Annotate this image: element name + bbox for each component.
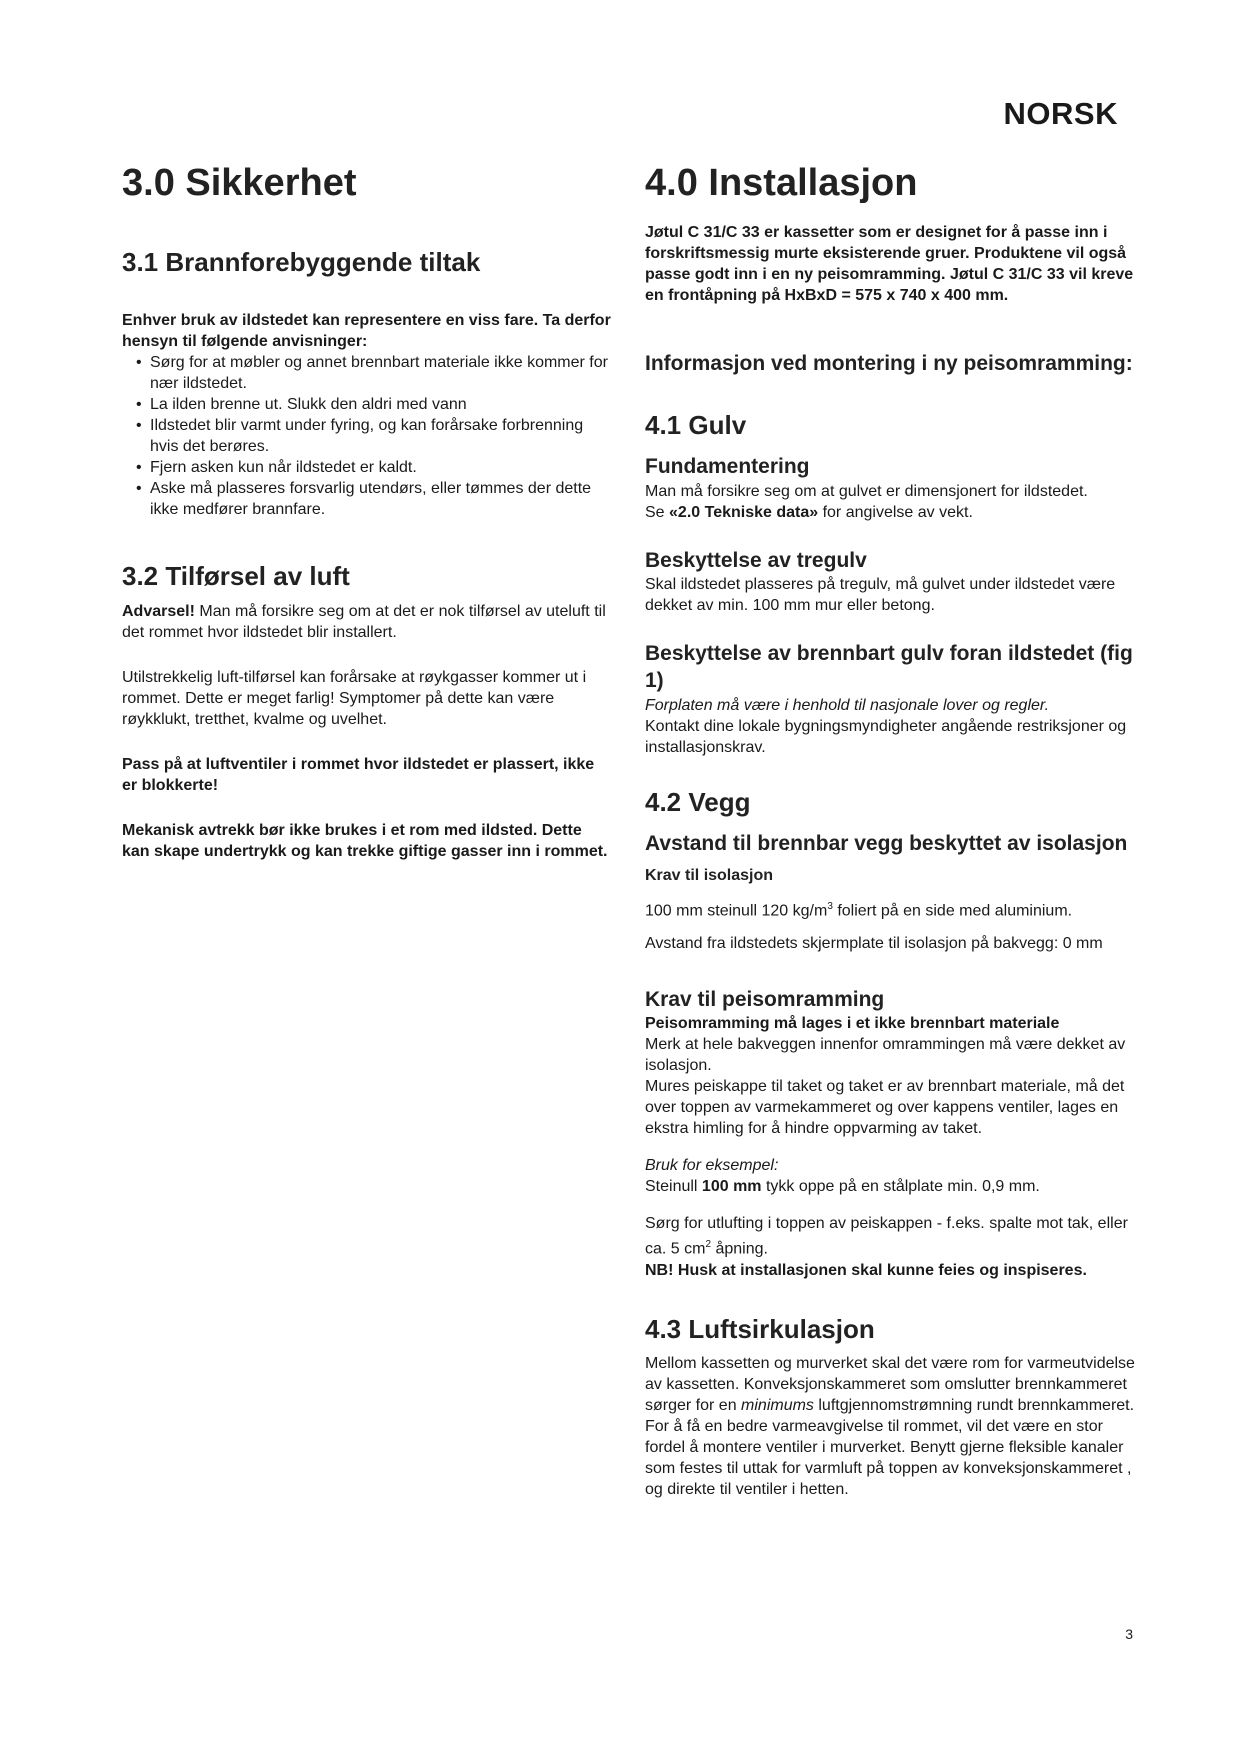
section-4-2-heading: 4.2 Vegg (645, 786, 751, 817)
combustible-floor-text: Kontakt dine lokale bygningsmyndigheter angående restriksjoner og installasjonskrav. (645, 717, 1127, 756)
air-supply-paragraph: Utilstrekkelig luft-tilførsel kan forårsake at røykgasser kommer ut i rommet. Dette er meget farlig! Symptomer på dette kan være røykklukt, tretthet, kvalme og uvelhet. (122, 668, 587, 728)
right-column (645, 150, 1135, 1500)
surround-requirement-heading: Krav til peisomramming (645, 988, 885, 1012)
surround-material-note: Peisomramming må lages i et ikke brennbart materiale (645, 1015, 1060, 1033)
safety-bullet: • Sørg for at møbler og annet brennbart materiale ikke kommer for nær ildstedet. (122, 352, 612, 394)
insulation-spec (645, 896, 1135, 921)
ref-suffix: for angivelse av vekt. (818, 503, 973, 521)
cubed-superscript: 3 (827, 900, 833, 912)
safety-bullet: • Aske må plasseres forsvarlig utendørs, eller tømmes der dette ikke medfører brannfare. (122, 478, 612, 520)
example-thickness: 100 mm (701, 1178, 762, 1196)
combustible-floor-note: Forplaten må være i henhold til nasjonale lover og regler. (645, 696, 1050, 714)
air-circulation-text-1 (645, 1353, 1135, 1416)
ref-link-text: «2.0 Tekniske data» (669, 503, 819, 521)
mechanical-exhaust-warning: Mekanisk avtrekk bør ikke brukes i et rom med ildsted. Dette kan skape undertrykk og kan trekke giftige gasser inn i rommet. (122, 821, 608, 860)
fundament-heading: Fundamentering (645, 455, 810, 479)
surround-text-1: Merk at hele bakveggen innenfor omrammingen må være dekket av isolasjon. (645, 1036, 1126, 1075)
example-pre: Steinull (645, 1178, 702, 1196)
circ-italic: minimums (741, 1397, 814, 1415)
insulated-wall-heading: Avstand til brennbar vegg beskyttet av isolasjon (645, 832, 1128, 856)
warning-label: Advarsel! (122, 602, 195, 620)
example-text (645, 1176, 1135, 1197)
circ-pre: Mellom kassetten og murverket skal det være rom for varmeutvidelse av kassetten. Konveksjonskammeret som omslutter brennkammeret sørger for en (645, 1355, 1135, 1415)
fundament-reference (645, 502, 1135, 523)
section-4-title: 4.0 Installasjon (645, 162, 918, 204)
ref-prefix: Se (645, 503, 670, 521)
air-circulation-text-2: For å få en bedre varmeavgivelse til rommet, vil det være en stor fordel å montere ventiler i murverket. Benytt gjerne fleksible kanaler som festes til uttak for varmluft på toppen av konveksjonskammeret , og direkte til ventiler i hetten. (645, 1418, 1132, 1499)
warning-paragraph (122, 601, 612, 643)
insulation-spec-rest: foliert på en side med aluminium. (832, 902, 1073, 920)
info-heading: Informasjon ved montering i ny peisomramming: (645, 351, 1133, 375)
circ-post: luftgjennomstrømning rundt brennkammeret. (813, 1397, 1135, 1415)
left-column (122, 150, 612, 862)
nb-note: NB! Husk at installasjonen skal kunne feies og inspiseres. (645, 1261, 1087, 1279)
section-4-1-heading: 4.1 Gulv (645, 409, 747, 440)
example-label: Bruk for eksempel: (645, 1157, 779, 1175)
insulation-requirement-heading: Krav til isolasjon (645, 867, 774, 885)
warning-text: Man må forsikre seg om at det er nok tilførsel av uteluft til det rommet hvor ildstedet blir installert. (122, 602, 606, 641)
installation-intro: Jøtul C 31/C 33 er kassetter som er designet for å passe inn i forskriftsmessig murte eksisterende gruer. Produktene vil også passe godt inn i en ny peisomramming. Jøtul C 31/C 33 vil kreve en frontåpning på HxBxD = 575 x 740 x 400 mm. (645, 223, 1134, 304)
section-4-3-heading: 4.3 Luftsirkulasjon (645, 1313, 875, 1344)
clearance-text: Avstand fra ildstedets skjermplate til isolasjon på bakvegg: 0 mm (645, 935, 1103, 953)
vent-warning: Pass på at luftventiler i rommet hvor ildstedet er plassert, ikke er blokkerte! (122, 755, 595, 794)
safety-bullet: • Fjern asken kun når ildstedet er kaldt. (122, 457, 612, 478)
surround-text-2: Mures peiskappe til taket og taket er av brennbart materiale, må det over toppen av varmekammeret og over kappens ventiler, lages en ekstra himling for å hindre oppvarming av taket. (645, 1078, 1125, 1138)
safety-bullet-list (122, 352, 612, 520)
combustible-floor-heading: Beskyttelse av brennbart gulv foran ildstedet (fig 1) (645, 642, 1133, 693)
ventilation-pre: Sørg for utlufting i toppen av peiskappen - f.eks. spalte mot tak, eller ca. 5 cm (645, 1215, 1128, 1258)
ventilation-post: åpning. (711, 1240, 768, 1258)
section-3-1-heading: 3.1 Brannforebyggende tiltak (122, 246, 481, 277)
squared-superscript: 2 (705, 1239, 712, 1251)
safety-bullet: • La ilden brenne ut. Slukk den aldri med vann (122, 394, 612, 415)
example-post: tykk oppe på en stålplate min. 0,9 mm. (761, 1178, 1040, 1196)
safety-bullet: • Ildstedet blir varmt under fyring, og kan forårsake forbrenning hvis det berøres. (122, 415, 612, 457)
section-3-1-intro: Enhver bruk av ildstedet kan representere en viss fare. Ta derfor hensyn til følgende anvisninger: (122, 312, 611, 351)
section-3-2-heading: 3.2 Tilførsel av luft (122, 561, 350, 592)
wood-floor-text: Skal ildstedet plasseres på tregulv, må gulvet under ildstedet være dekket av min. 100 mm mur eller betong. (645, 576, 1116, 615)
insulation-spec-text: 100 mm steinull 120 kg/m (645, 902, 828, 920)
page-number: 3 (1125, 1626, 1133, 1642)
language-label: NORSK (1003, 96, 1118, 131)
ventilation-text (645, 1213, 1135, 1259)
fundament-text: Man må forsikre seg om at gulvet er dimensjonert for ildstedet. (645, 482, 1088, 500)
wood-floor-heading: Beskyttelse av tregulv (645, 548, 867, 572)
section-3-title: 3.0 Sikkerhet (122, 162, 357, 204)
